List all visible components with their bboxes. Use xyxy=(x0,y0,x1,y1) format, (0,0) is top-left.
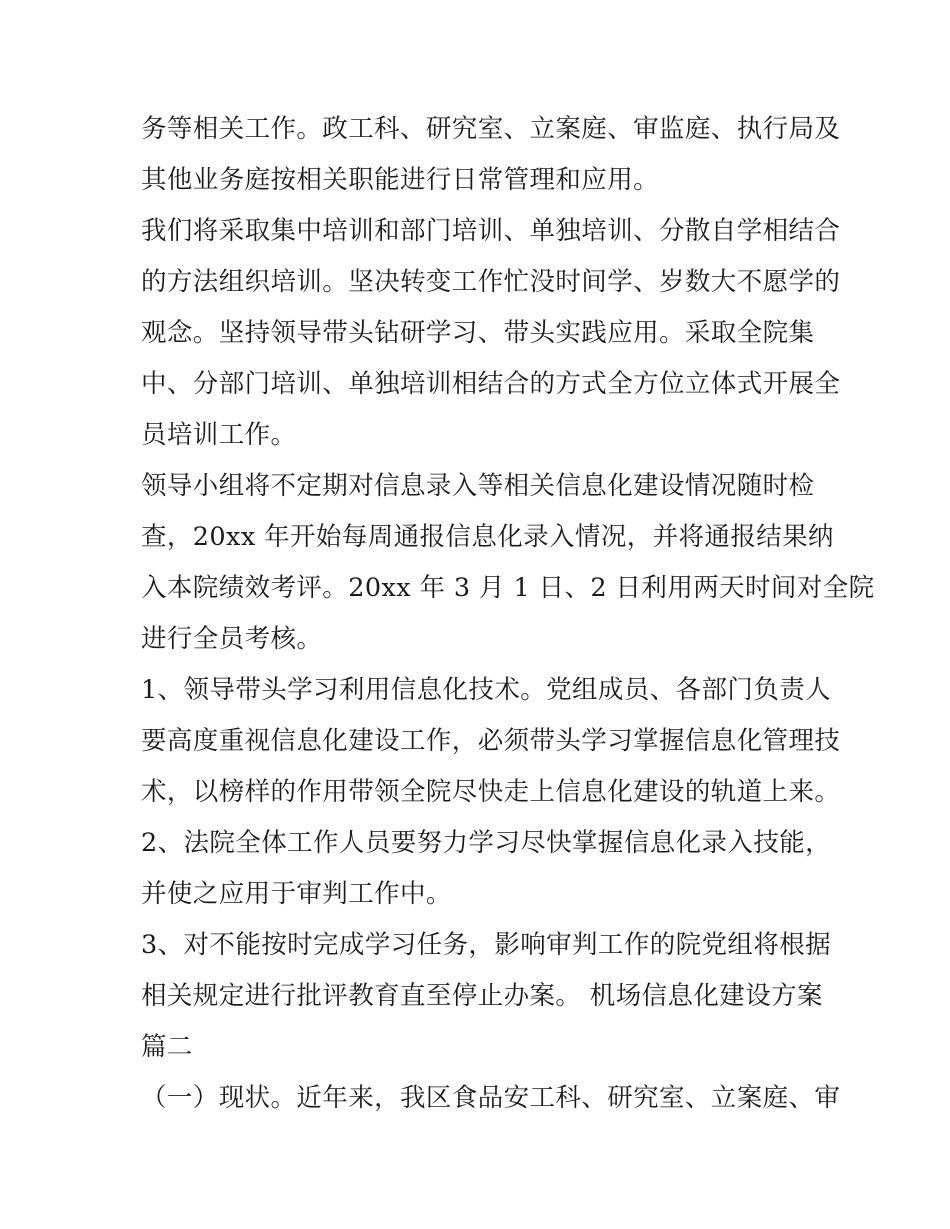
text-line: 员培训工作。 xyxy=(141,420,297,450)
text-line: 我们将采取集中培训和部门培训、单独培训、分散自学相结合 xyxy=(141,216,841,246)
text-line: 3、对不能按时完成学习任务，影响审判工作的院党组将根据 xyxy=(141,930,832,960)
text-line: 观念。坚持领导带头钻研学习、带头实践应用。采取全院集 xyxy=(141,318,815,348)
text-line: 2、法院全体工作人员要努力学习尽快掌握信息化录入技能， xyxy=(141,828,832,858)
text-line: 务等相关工作。政工科、研究室、立案庭、审监庭、执行局及 xyxy=(141,114,841,144)
text-line: 其他业务庭按相关职能进行日常管理和应用。 xyxy=(141,165,660,195)
text-line: 并使之应用于审判工作中。 xyxy=(141,879,452,909)
text-line: 中、分部门培训、单独培训相结合的方式全方位立体式开展全 xyxy=(141,369,841,399)
text-line: 1、领导带头学习利用信息化技术。党组成员、各部门负责人 xyxy=(141,675,832,705)
text-line: 术，以榜样的作用带领全院尽快走上信息化建设的轨道上来。 xyxy=(141,777,841,807)
document-body xyxy=(141,104,875,1124)
text-line: 要高度重视信息化建设工作，必须带头学习掌握信息化管理技 xyxy=(141,726,841,756)
text-line: 查，20xx 年开始每周通报信息化录入情况，并将通报结果纳 xyxy=(141,522,834,552)
text-line: 的方法组织培训。坚决转变工作忙没时间学、岁数大不愿学的 xyxy=(141,267,841,297)
text-line: 入本院绩效考评。20xx 年 3 月 1 日、2 日利用两天时间对全院 xyxy=(141,573,875,603)
text-line: 领导小组将不定期对信息录入等相关信息化建设情况随时检 xyxy=(141,471,815,501)
text-line: （一）现状。近年来，我区食品安工科、研究室、立案庭、审 xyxy=(141,1083,841,1113)
text-line: 进行全员考核。 xyxy=(141,624,323,654)
text-line: 相关规定进行批评教育直至停止办案。 机场信息化建设方案 xyxy=(141,981,823,1011)
text-line: 篇二 xyxy=(141,1032,193,1062)
